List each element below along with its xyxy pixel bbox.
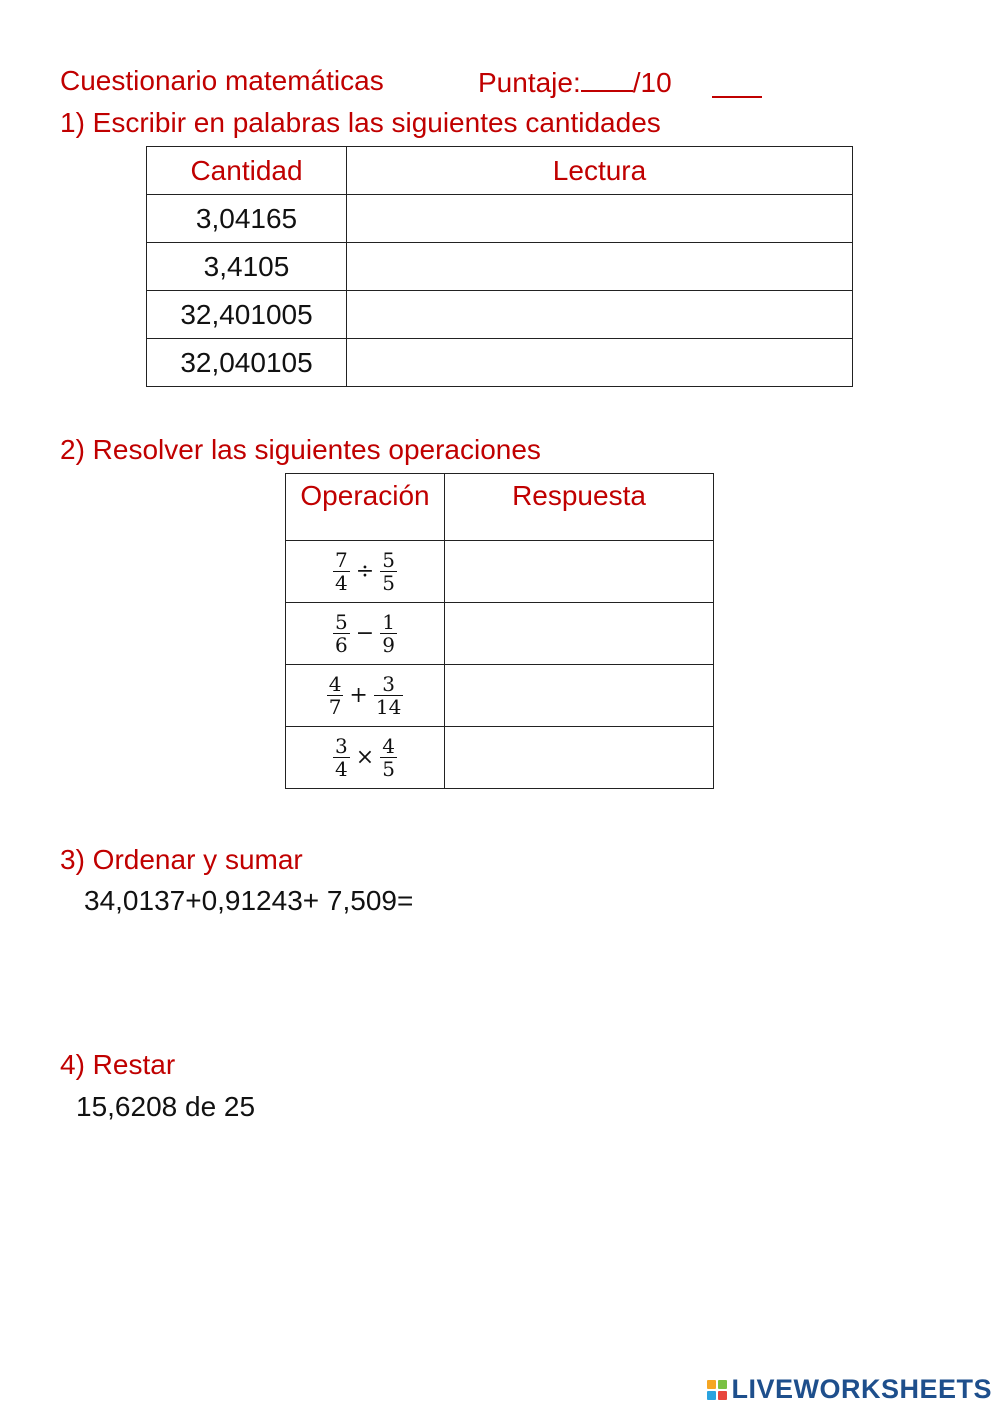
score-label: Puntaje: — [478, 67, 581, 98]
reading-answer-cell[interactable] — [347, 291, 853, 339]
score-max: /10 — [632, 67, 672, 98]
logo-square — [718, 1391, 727, 1400]
table-row — [286, 727, 714, 789]
section4-heading: 4) Restar — [60, 1049, 176, 1080]
operator: − — [355, 621, 375, 646]
reading-answer-cell[interactable] — [347, 195, 853, 243]
operation-cell — [286, 665, 445, 727]
score-blank[interactable] — [581, 64, 633, 92]
fraction: $\frac{4}{7}$ — [328, 672, 342, 719]
operation-cell — [286, 603, 445, 665]
table-row — [147, 339, 853, 387]
operator: ÷ — [355, 559, 375, 584]
section1-heading: 1) Escribir en palabras las siguientes cantidades — [60, 107, 661, 138]
table-row — [147, 195, 853, 243]
reading-answer-cell[interactable] — [347, 243, 853, 291]
answer-cell[interactable] — [445, 727, 714, 789]
logo-square — [707, 1380, 716, 1389]
fraction: $\frac{5}{5}$ — [382, 548, 395, 595]
table-row — [147, 243, 853, 291]
column-header-cantidad: Cantidad — [147, 147, 347, 195]
column-header-lectura: Lectura — [347, 147, 853, 195]
operation-cell — [286, 727, 445, 789]
sum-expression: 34,0137+0,91243+ 7,509= — [84, 885, 414, 916]
operator: + — [349, 683, 368, 708]
quantity-cell: 32,401005 — [147, 291, 347, 339]
section2-heading: 2) Resolver las siguientes operaciones — [60, 434, 541, 465]
column-header-respuesta: Respuesta — [445, 474, 714, 541]
table-row — [147, 291, 853, 339]
section3-heading: 3) Ordenar y sumar — [60, 844, 303, 875]
logo-square — [707, 1391, 716, 1400]
answer-cell[interactable] — [445, 541, 714, 603]
table-row — [286, 665, 714, 727]
operations-table — [285, 473, 714, 789]
quantity-cell: 3,04165 — [147, 195, 347, 243]
table-row — [286, 541, 714, 603]
fraction: $\frac{1}{9}$ — [382, 610, 395, 657]
logo-square — [718, 1380, 727, 1389]
liveworksheets-logo — [707, 1374, 992, 1405]
column-header-operacion: Operación — [286, 474, 445, 541]
answer-cell[interactable] — [445, 665, 714, 727]
operation-cell — [286, 541, 445, 603]
answer-cell[interactable] — [445, 603, 714, 665]
worksheet-title: Cuestionario matemáticas — [60, 65, 384, 96]
quantity-cell: 3,4105 — [147, 243, 347, 291]
quantities-table — [146, 146, 853, 387]
logo-icon — [707, 1380, 727, 1400]
fraction: $\frac{3}{4}$ — [335, 734, 348, 781]
fraction: $\frac{4}{5}$ — [382, 734, 395, 781]
reading-answer-cell[interactable] — [347, 339, 853, 387]
fraction: $\frac{7}{4}$ — [335, 548, 348, 595]
subtraction-expression: 15,6208 de 25 — [76, 1091, 256, 1122]
answer-blank[interactable] — [712, 70, 762, 98]
table-row — [286, 603, 714, 665]
quantity-cell: 32,040105 — [147, 339, 347, 387]
logo-text: LIVEWORKSHEETS — [731, 1374, 992, 1404]
fraction: $\frac{5}{6}$ — [335, 610, 348, 657]
score-field — [478, 64, 672, 100]
fraction: $\frac{3}{14}$ — [375, 672, 402, 719]
operator: × — [355, 745, 375, 770]
